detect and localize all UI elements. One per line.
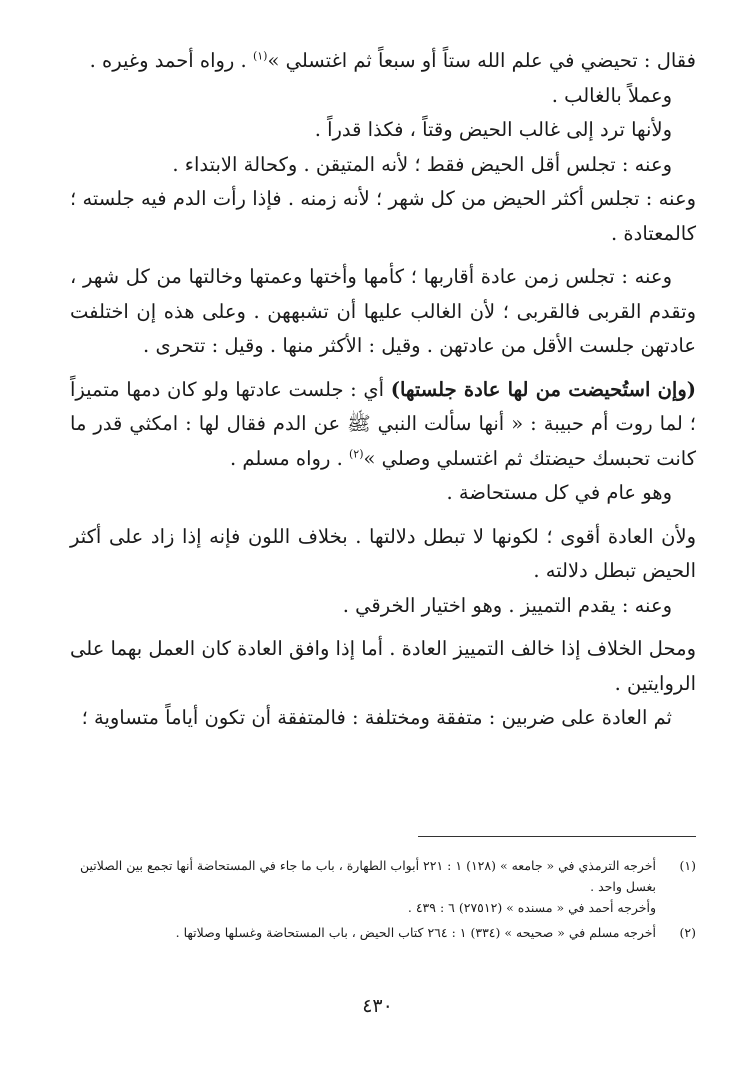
paragraph-text: وعملاً بالغالب . <box>551 83 672 107</box>
paragraph-text: أي : جلست عادتها ولو كان دمها متميزاً ؛ لما روت أم حبيبة : « أنها سألت النبي ﷺ عن الدم فقال لها : امكثي قدر ما كانت تحبسك حيضتك ثم اغتسلي وصلي » <box>70 377 696 470</box>
paragraph <box>70 373 696 477</box>
paragraph <box>70 701 696 736</box>
main-text <box>70 44 696 736</box>
footnote-reference[interactable]: (١) <box>252 49 268 63</box>
paragraph-text: وهو عام في كل مستحاضة . <box>446 481 672 504</box>
bold-lemma: (وإن استُحيضت من لها عادة جلستها) <box>390 377 696 401</box>
page-number: ٤٣٠ <box>362 995 393 1017</box>
paragraph <box>70 520 696 589</box>
paragraph <box>70 113 696 148</box>
paragraph <box>70 589 696 624</box>
footnote-reference[interactable]: (٢) <box>348 447 364 460</box>
paragraph-text: ولأنها ترد إلى غالب الحيض وقتاً ، فكذا قدراً . <box>314 118 672 141</box>
paragraph-text-tail: . رواه مسلم . <box>230 446 349 470</box>
paragraph-text: فقال : تحيضي في علم الله ستاً أو سبعاً ثم اغتسلي » <box>267 49 696 72</box>
paragraph-text: وعنه : تجلس أقل الحيض فقط ؛ لأنه المتيقن . وكحالة الابتداء . <box>172 152 672 176</box>
paragraph <box>70 148 696 183</box>
footnote-line: وأخرجه أحمد في « مسنده » (٢٧٥١٢) ٦ : ٤٣٩ . <box>407 900 656 915</box>
footnotes <box>70 855 696 947</box>
paragraph-text-tail: . رواه أحمد وغيره . <box>89 49 253 72</box>
footnote <box>70 922 696 943</box>
paragraph-text: وعنه : تجلس أكثر الحيض من كل شهر ؛ لأنه زمنه . فإذا رأت الدم فيه جلسته ؛ كالمعتادة . <box>70 187 696 245</box>
footnote-number: (٢) <box>679 925 696 940</box>
footnote-line: أخرجه مسلم في « صحيحه » (٣٣٤) ١ : ٢٦٤ كتاب الحيض ، باب المستحاضة وغسلها وصلاتها . <box>175 925 656 940</box>
paragraph-text: وعنه : تجلس زمن عادة أقاربها ؛ كأمها وأختها وعمتها وخالتها من كل شهر ، وتقدم القربى فالقربى ؛ لأن الغالب عليها أن تشبههن . وعلى هذه إن اختلفت عادتهن جلست الأقل من عادتهن . وقيل : الأكثر منها . وقيل : تتحرى . <box>70 265 696 357</box>
paragraph <box>70 260 696 364</box>
footnote <box>70 855 696 918</box>
footnote-number: (١) <box>679 858 696 873</box>
paragraph <box>70 79 696 114</box>
footnote-line: أخرجه الترمذي في « جامعه » (١٢٨) ١ : ٢٢١ أبواب الطهارة ، باب ما جاء في المستحاضة أنها تجمع بين الصلاتين بغسل واحد . <box>79 858 656 894</box>
paragraph <box>70 44 696 79</box>
paragraph <box>70 182 696 251</box>
paragraph-text: ولأن العادة أقوى ؛ لكونها لا تبطل دلالتها . بخلاف اللون فإنه إذا زاد على أكثر الحيض تبطل دلالته . <box>70 524 696 582</box>
footnote-separator <box>418 836 696 837</box>
paragraph-text: ثم العادة على ضربين : متفقة ومختلفة : فالمتفقة أن تكون أياماً متساوية ؛ <box>81 706 672 729</box>
paragraph-text: ومحل الخلاف إذا خالف التمييز العادة . أما إذا وافق العادة كان العمل بهما على الروايتين . <box>70 637 696 695</box>
paragraph <box>70 476 696 511</box>
paragraph-text: وعنه : يقدم التمييز . وهو اختيار الخرقي . <box>342 593 672 617</box>
paragraph <box>70 632 696 701</box>
